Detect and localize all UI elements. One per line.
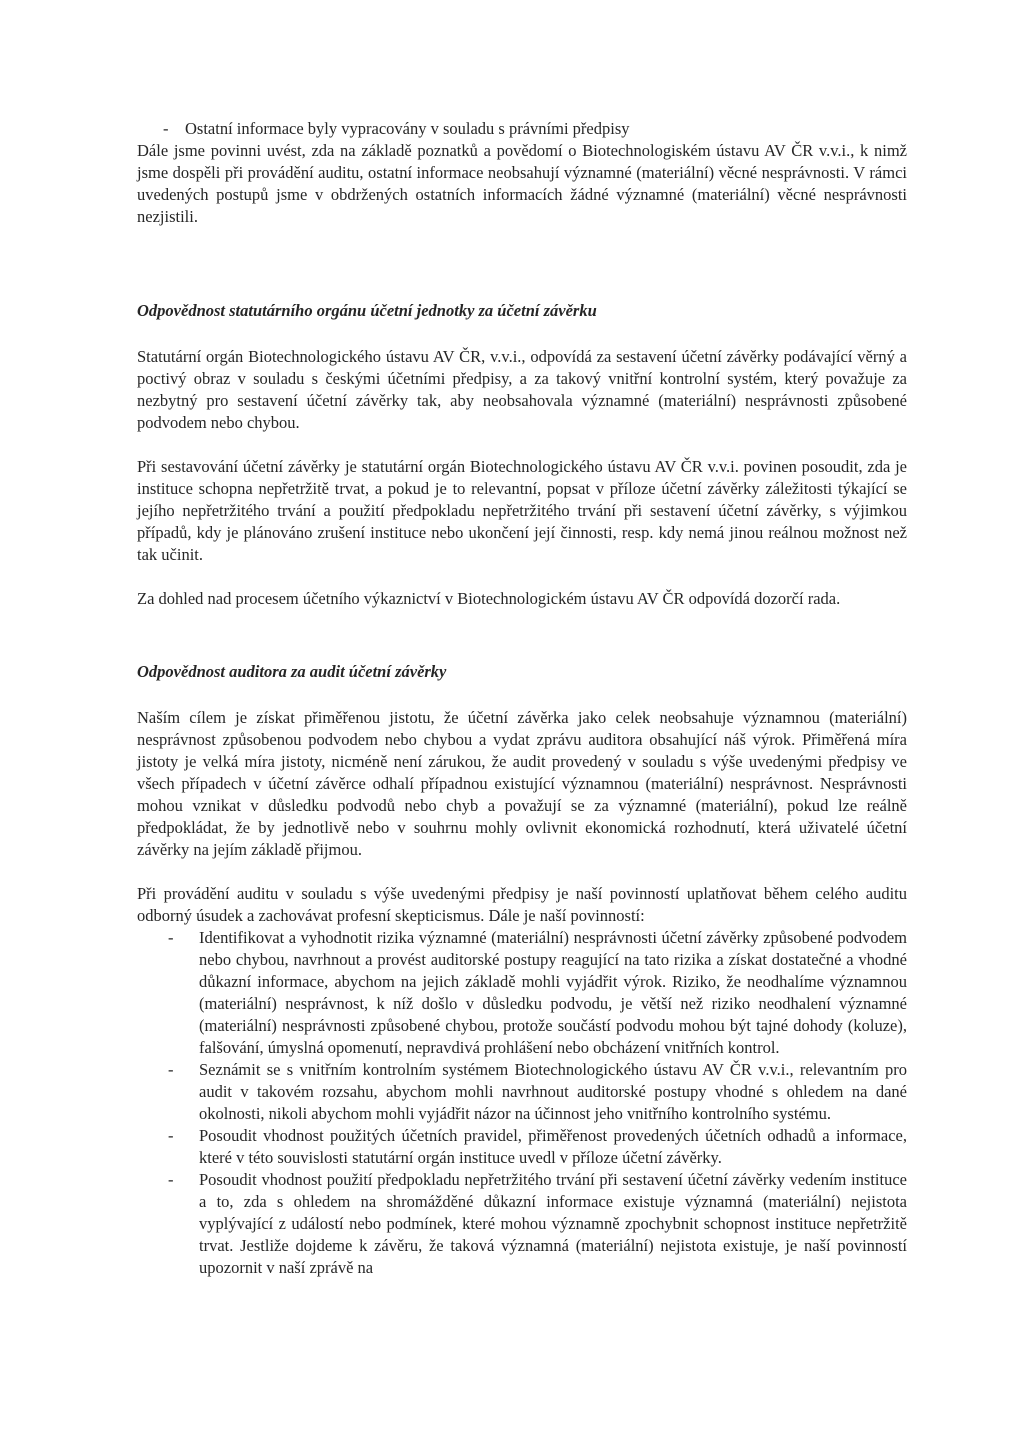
- statutory-paragraph-3: Za dohled nad procesem účetního výkaznictví v Biotechnologickém ústavu AV ČR odpovídá dozorčí rada.: [137, 589, 841, 608]
- auditor-paragraph-1: Naším cílem je získat přiměřenou jistotu, že účetní závěrka jako celek neobsahuje významnou (materiální) nesprávnost způsobenou podvodem nebo chybou a vydat zprávu auditora obsahující náš výrok. Přiměřená míra jistoty je velká míra jistoty, nicméně není zárukou, že audit provedený v souladu s výše uvedenými předpisy ve všech případech v účetní závěrce odhalí případnou existující významnou (materiální) nesprávnost. Nesprávnosti mohou vznikat v důsledku podvodů nebo chyb a považují se za významné (materiální), pokud lze reálně předpokládat, že by jednotlivě nebo v souhrnu mohly ovlivnit ekonomická rozhodnutí, která uživatelé účetní závěrky na jejím základě přijmou.: [137, 708, 907, 859]
- list-item: [137, 1169, 907, 1279]
- list-item-text: Posoudit vhodnost použití předpokladu nepřetržitého trvání při sestavení účetní závěrky vedením instituce a to, zda s ohledem na shromážděné důkazní informace existuje významná (materiální) nejistota vyplývající z událostí nebo podmínek, které mohou významně zpochybnit schopnost instituce nepřetržitě trvat. Jestliže dojdeme k závěru, že taková významná (materiální) nejistota existuje, je naší povinností upozornit v naší zprávě na: [199, 1170, 907, 1277]
- list-item: [137, 1125, 907, 1169]
- list-item-text: Posoudit vhodnost použitých účetních pravidel, přiměřenost provedených účetních odhadů a informace, které v této souvislosti statutární orgán instituce uvedl v příloze účetní závěrky.: [199, 1126, 907, 1167]
- statutory-paragraph-1: Statutární orgán Biotechnologického ústavu AV ČR, v.v.i., odpovídá za sestavení účetní závěrky podávající věrný a poctivý obraz v souladu s českými účetními předpisy, a za takový vnitřní kontrolní systém, který považuje za nezbytný pro sestavení účetní závěrky tak, aby neobsahovala významné (materiální) nesprávnosti způsobené podvodem nebo chybou.: [137, 347, 907, 432]
- list-item: [137, 1059, 907, 1125]
- auditor-paragraph-2: Při provádění auditu v souladu s výše uvedenými předpisy je naší povinností uplatňovat během celého auditu odborný úsudek a zachovávat profesní skepticismus. Dále je naší povinností:: [137, 884, 907, 925]
- other-info-bullet-text: Ostatní informace byly vypracovány v souladu s právními předpisy: [185, 119, 630, 138]
- other-info-paragraph: Dále jsme povinni uvést, zda na základě poznatků a povědomí o Biotechnologiském ústavu AV ČR v.v.i., k nimž jsme dospěli při provádění auditu, ostatní informace neobsahují významné (materiální) věcné nesprávnosti. V rámci uvedených postupů jsme v obdržených ostatních informacích žádné významné (materiální) věcné nesprávnosti nezjistili.: [137, 141, 907, 226]
- list-item-text: Seznámit se s vnitřním kontrolním systémem Biotechnologického ústavu AV ČR v.v.i., relevantním pro audit v takovém rozsahu, abychom mohli navrhnout auditorské postupy vhodné s ohledem na dané okolnosti, nikoli abychom mohli vyjádřit názor na účinnost jeho vnitřního kontrolního systému.: [199, 1060, 907, 1123]
- bullet-dash: -: [163, 119, 169, 138]
- section-heading-statutory: Odpovědnost statutárního orgánu účetní jednotky za účetní závěrku: [137, 301, 597, 320]
- list-item-text: Identifikovat a vyhodnotit rizika významné (materiální) nesprávnosti účetní závěrky způsobené podvodem nebo chybou, navrhnout a provést auditorské postupy reagující na tato rizika a získat dostatečné a vhodné důkazní informace, abychom na jejich základě mohli vyjádřit výrok. Riziko, že neodhalíme významnou (materiální) nesprávnost, k níž došlo v důsledku podvodu, je větší než riziko neodhalení významné (materiální) nesprávnosti způsobené chybou, protože součástí podvodu mohou být tajné dohody (koluze), falšování, úmyslná opomenutí, nepravdivá prohlášení nebo obcházení vnitřních kontrol.: [199, 928, 907, 1057]
- bullet-dash: -: [168, 1060, 174, 1079]
- document-page: [137, 118, 907, 1279]
- bullet-dash: -: [168, 1126, 174, 1145]
- other-info-bullet: [137, 118, 907, 140]
- bullet-dash: -: [168, 928, 174, 947]
- section-heading-auditor: Odpovědnost auditora za audit účetní závěrky: [137, 662, 447, 681]
- list-item: [137, 927, 907, 1059]
- bullet-dash: -: [168, 1170, 174, 1189]
- auditor-duties-list: [137, 927, 907, 1279]
- statutory-paragraph-2: Při sestavování účetní závěrky je statutární orgán Biotechnologického ústavu AV ČR v.v.i. povinen posoudit, zda je instituce schopna nepřetržitě trvat, a pokud je to relevantní, popsat v příloze účetní závěrky záležitosti týkající se jejího nepřetržitého trvání a použití předpokladu nepřetržitého trvání při sestavení účetní závěrky, s výjimkou případů, kdy je plánováno zrušení instituce nebo ukončení její činnosti, resp. kdy nemá jinou reálnou možnost než tak učinit.: [137, 457, 907, 564]
